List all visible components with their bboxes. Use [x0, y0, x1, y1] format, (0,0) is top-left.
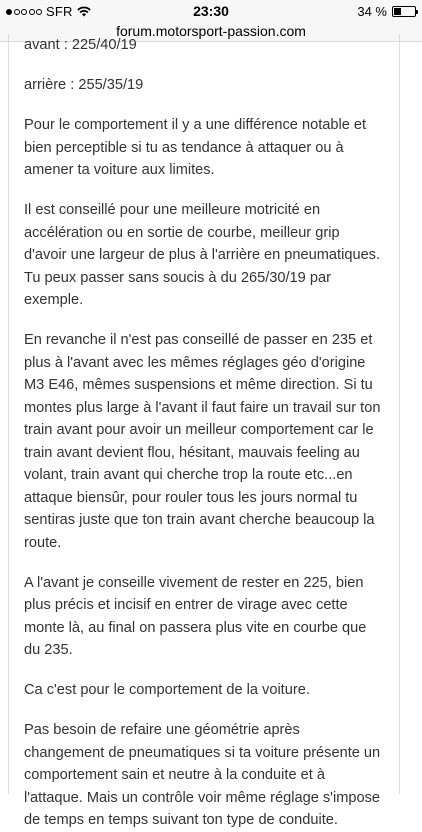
battery-percent: 34 % [357, 4, 387, 19]
clock-time: 23:30 [193, 3, 229, 19]
post-paragraph: A l'avant je conseille vivement de rester en 225, bien plus précis et incisif en entrer de virage avec cette monte là, au final on passera plus vite en courbe que du 235. [24, 574, 367, 658]
post-paragraph: Pour le comportement il y a une différence notable et bien perceptible si tu as tendance à attaquer ou à amener ta voiture aux limites. [24, 117, 367, 178]
post-paragraph: Pas besoin de refaire une géométrie après changement de pneumatiques si ta voiture présente un comportement sain et neutre à la conduite et à l'attaque. Mais un contrôle voir même réglage s'impose de temps en temps suivant ton type de conduite. [24, 722, 381, 828]
battery-icon [392, 6, 416, 17]
battery-tip [416, 10, 418, 14]
post-paragraph: arrière : 255/35/19 [24, 77, 144, 93]
battery-level-fill [394, 8, 401, 15]
post-paragraph: En revanche il n'est pas conseillé de passer en 235 et plus à l'avant avec les mêmes réglages géo d'origine M3 E46, mêmes suspensions et même direction. Si tu montes plus large à l'avant il faut faire un travail sur ton train avant pour avoir un meilleur comportement car le train avant devient flou, hésitant, mauvais feeling au volant, train avant qui cherche trop la route etc...en attaque biensûr, pour rouler tous les jours normal tu sentiras juste que ton train avant cherche beaucoup la route. [24, 332, 381, 551]
address-bar-url[interactable]: forum.motorsport-passion.com [116, 23, 306, 39]
carrier-name: SFR [46, 4, 73, 19]
post-paragraph: avant : 225/40/19 [24, 37, 137, 53]
post-paragraph: Il est conseillé pour une meilleure motricité en accélération ou en sortie de courbe, meilleur grip d'avoir une largeur de plus à l'arrière en pneumatiques. Tu peux passer sans soucis à du 265/30/19 par exemple. [24, 202, 381, 308]
status-right [357, 4, 416, 19]
post-paragraph: Ca c'est pour le comportement de la voiture. [24, 682, 310, 698]
forum-post-body [8, 34, 400, 828]
status-bar [0, 0, 422, 22]
page-content[interactable] [0, 37, 422, 828]
